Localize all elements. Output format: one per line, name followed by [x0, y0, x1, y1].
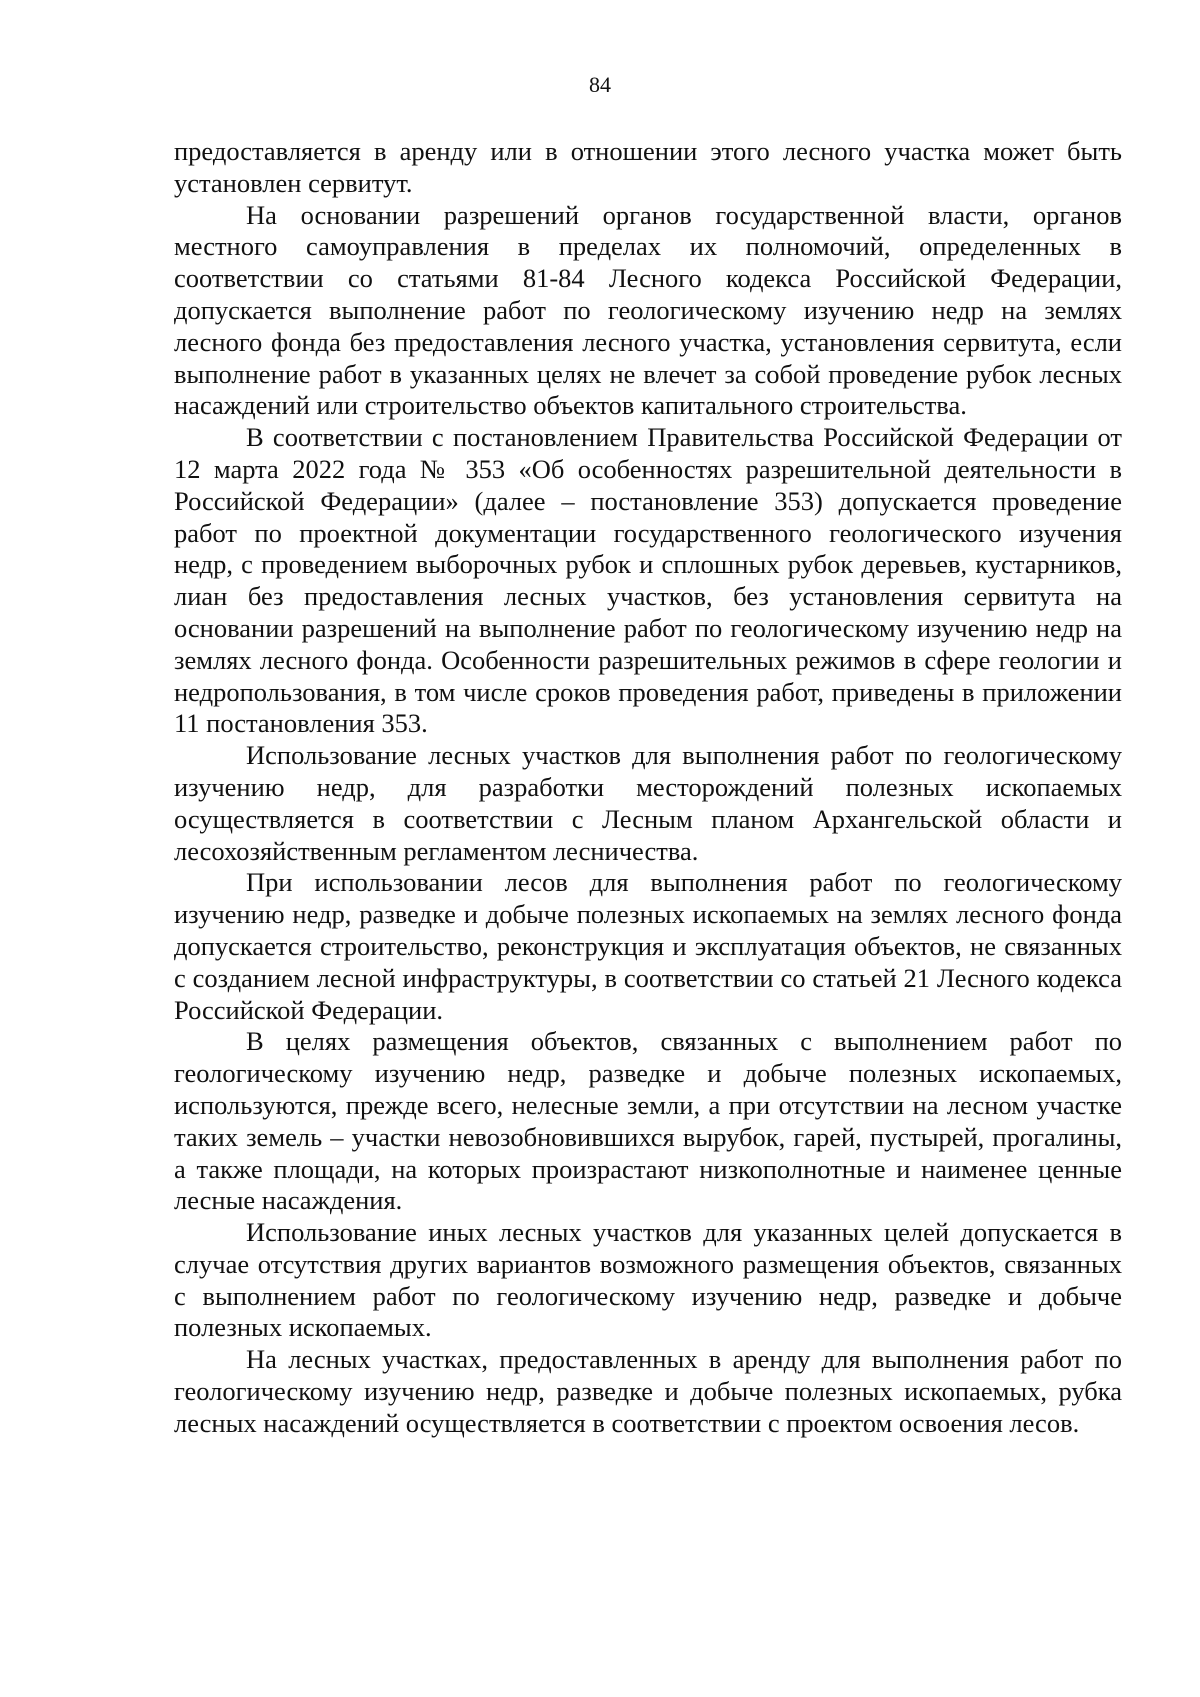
- page-number: 84: [589, 72, 611, 97]
- paragraph: В целях размещения объектов, связанных с выполнением работ по геологическому изучению недр, разведке и добыче полезных ископаемых, используются, прежде всего, нелесные земли, а при отсутствии на лесном участке таких земель – участки невозобновившихся вырубок, гарей, пустырей, прогалины, а также площади, на которых произрастают низкополнотные и наименее ценные лесные насаждения.: [174, 1026, 1122, 1216]
- paragraph: На лесных участках, предоставленных в аренду для выполнения работ по геологическому изучению недр, разведке и добыче полезных ископаемых, рубка лесных насаждений осуществляется в соответствии с проектом освоения лесов.: [174, 1344, 1122, 1438]
- paragraph: На основании разрешений органов государственной власти, органов местного самоуправления в пределах их полномочий, определенных в соответствии со статьями 81-84 Лесного кодекса Российской Федерации, допускается выполнение работ по геологическому изучению недр на землях лесного фонда без предоставления лесного участка, установления сервитута, если выполнение работ в указанных целях не влечет за собой проведение рубок лесных насаждений или строительство объектов капитального строительства.: [174, 199, 1122, 421]
- paragraph: Использование лесных участков для выполнения работ по геологическому изучению недр, для разработки месторождений полезных ископаемых осуществляется в соответствии с Лесным планом Архангельской области и лесохозяйственным регламентом лесничества.: [174, 740, 1122, 866]
- document-body: [174, 136, 1122, 1440]
- paragraph-continuation: предоставляется в аренду или в отношении этого лесного участка может быть установлен сервитут.: [174, 136, 1122, 198]
- paragraph: Использование иных лесных участков для указанных целей допускается в случае отсутствия других вариантов возможного размещения объектов, связанных с выполнением работ по геологическому изучению недр, разведке и добыче полезных ископаемых.: [174, 1217, 1122, 1343]
- paragraph: В соответствии с постановлением Правительства Российской Федерации от 12 марта 2022 года № 353 «Об особенностях разрешительной деятельности в Российской Федерации» (далее – постановление 353) допускается проведение работ по проектной документации государственного геологического изучения недр, с проведением выборочных рубок и сплошных рубок деревьев, кустарников, лиан без предоставления лесных участков, без установления сервитута на основании разрешений на выполнение работ по геологическому изучению недр на землях лесного фонда. Особенности разрешительных режимов в сфере геологии и недропользования, в том числе сроков проведения работ, приведены в приложении 11 постановления 353.: [174, 422, 1122, 739]
- paragraph: При использовании лесов для выполнения работ по геологическому изучению недр, разведке и добыче полезных ископаемых на землях лесного фонда допускается строительство, реконструкция и эксплуатация объектов, не связанных с созданием лесной инфраструктуры, в соответствии со статьей 21 Лесного кодекса Российской Федерации.: [174, 867, 1122, 1025]
